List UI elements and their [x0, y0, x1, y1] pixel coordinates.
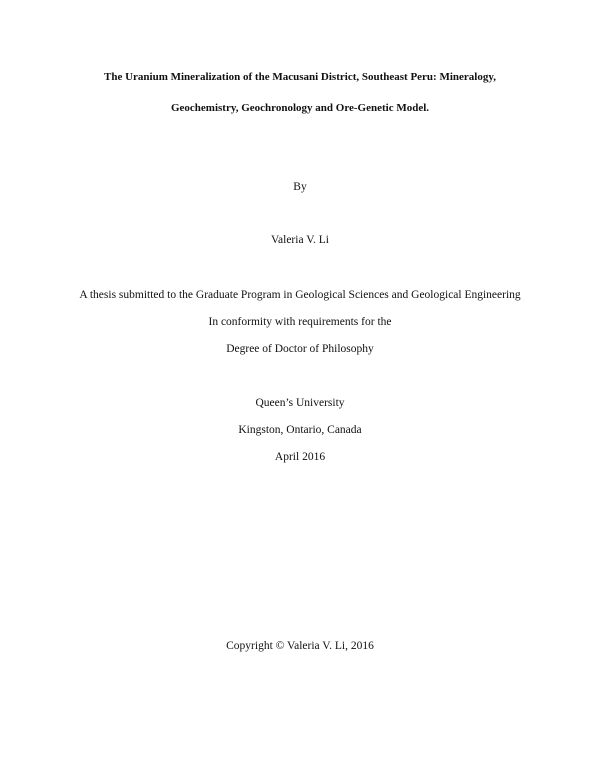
- submission-date: April 2016: [274, 451, 326, 463]
- copyright-notice: Copyright © Valeria V. Li, 2016: [226, 640, 374, 652]
- thesis-title-line-2: Geochemistry, Geochronology and Ore-Genetic Model.: [170, 102, 430, 114]
- degree-name: Degree of Doctor of Philosophy: [226, 343, 374, 355]
- conformity-statement: In conformity with requirements for the: [208, 316, 392, 328]
- author-name: Valeria V. Li: [270, 234, 330, 246]
- by-label: By: [293, 181, 307, 193]
- university-name: Queen’s University: [255, 397, 345, 409]
- thesis-title-line-1: The Uranium Mineralization of the Macusani District, Southeast Peru: Mineralogy,: [104, 71, 496, 83]
- university-location: Kingston, Ontario, Canada: [238, 424, 362, 436]
- submission-statement: A thesis submitted to the Graduate Program in Geological Sciences and Geological Engineering: [79, 289, 521, 301]
